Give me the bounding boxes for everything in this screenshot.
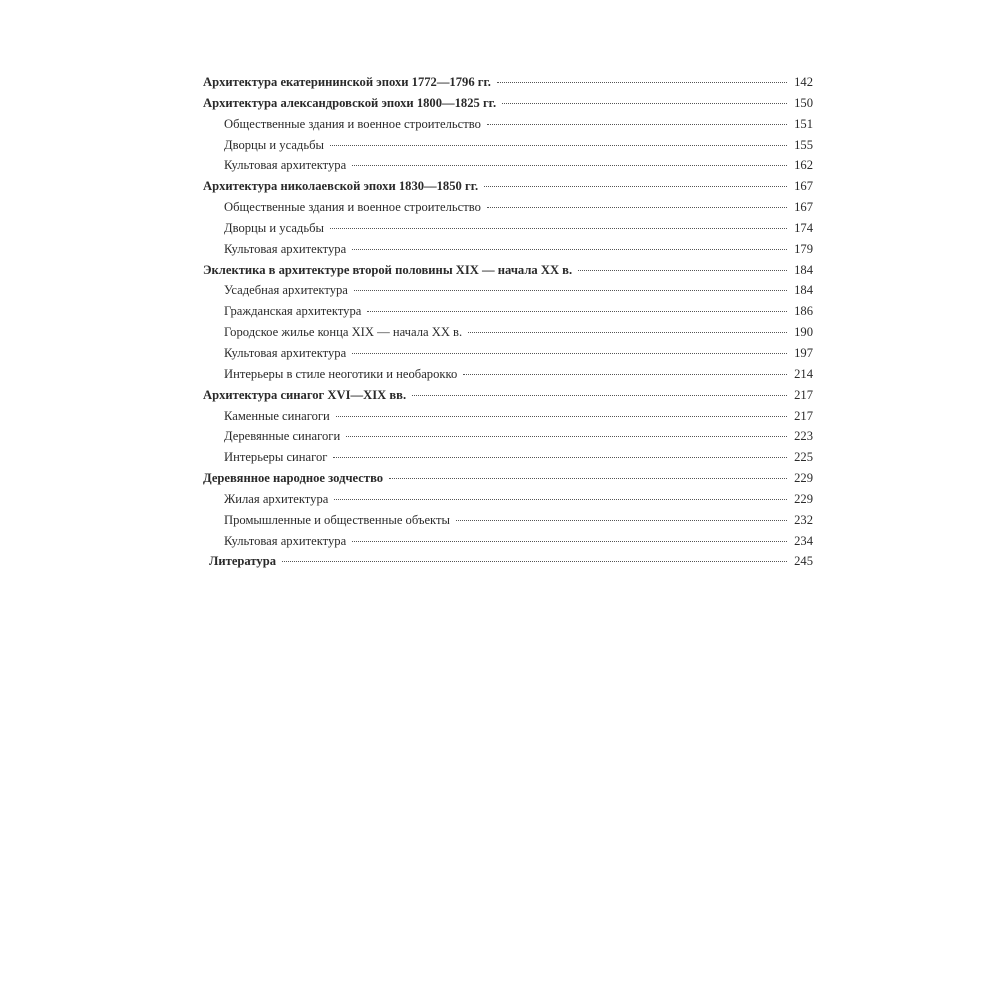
dot-leader [487, 124, 787, 125]
table-of-contents [203, 72, 813, 572]
toc-page-number: 151 [794, 116, 813, 131]
toc-entry-title: Деревянное народное зодчество [203, 471, 384, 486]
dot-leader [484, 186, 787, 187]
toc-subsection-entry [203, 343, 813, 364]
toc-entry-title: Жилая архитектура [224, 491, 329, 506]
dot-leader [330, 145, 787, 146]
toc-page-number: 167 [794, 200, 813, 215]
toc-page-number: 162 [794, 158, 813, 173]
toc-page-number: 150 [794, 95, 813, 110]
toc-page-number: 229 [794, 491, 813, 506]
toc-entry-title: Общественные здания и военное строительство [224, 200, 481, 215]
toc-entry-title: Промышленные и общественные объекты [224, 512, 450, 527]
toc-page-number: 142 [794, 75, 813, 89]
toc-page-number: 217 [794, 387, 813, 402]
toc-entry-title: Деревянные синагоги [224, 429, 341, 444]
dot-leader [352, 249, 787, 250]
dot-leader [346, 436, 787, 437]
toc-subsection-entry [203, 280, 813, 301]
toc-entry-title: Литература [209, 554, 277, 569]
dot-leader [463, 374, 787, 375]
dot-leader [497, 82, 787, 83]
toc-section-entry [203, 93, 813, 114]
toc-page-number: 186 [794, 304, 813, 319]
toc-subsection-entry [203, 197, 813, 218]
toc-entry-title: Архитектура александровской эпохи 1800—1825 гг. [203, 95, 497, 110]
toc-entry-title: Каменные синагоги [224, 408, 330, 423]
toc-section-entry [203, 385, 813, 406]
toc-page-number: 217 [794, 408, 813, 423]
toc-entry-title: Дворцы и усадьбы [224, 137, 324, 152]
toc-section-entry [203, 72, 813, 93]
toc-subsection-entry [203, 239, 813, 260]
toc-page-number: 197 [794, 345, 813, 360]
toc-page-number: 184 [794, 262, 813, 277]
toc-entry-title: Культовая архитектура [224, 241, 347, 256]
toc-subsection-entry [203, 155, 813, 176]
dot-leader [502, 103, 787, 104]
toc-page-number: 155 [794, 137, 813, 152]
toc-page-number: 190 [794, 325, 813, 340]
dot-leader [352, 353, 787, 354]
toc-subsection-entry [203, 114, 813, 135]
toc-entry-title: Интерьеры в стиле неоготики и необарокко [224, 366, 458, 381]
dot-leader [468, 332, 787, 333]
toc-entry-title: Городское жилье конца XIX — начала XX в. [224, 325, 463, 340]
toc-page-number: 234 [794, 533, 813, 548]
dot-leader [330, 228, 787, 229]
dot-leader [282, 561, 787, 562]
toc-page-number: 167 [794, 179, 813, 194]
dot-leader [352, 541, 787, 542]
toc-entry-title: Культовая архитектура [224, 158, 347, 173]
toc-subsection-entry [203, 426, 813, 447]
toc-subsection-entry [203, 301, 813, 322]
toc-subsection-entry [203, 489, 813, 510]
dot-leader [456, 520, 787, 521]
dot-leader [367, 311, 787, 312]
toc-page-number: 174 [794, 220, 813, 235]
toc-entry-title: Архитектура синагог XVI—XIX вв. [203, 387, 407, 402]
dot-leader [578, 270, 787, 271]
dot-leader [389, 478, 787, 479]
toc-page-number: 245 [794, 554, 813, 569]
toc-entry-title: Дворцы и усадьбы [224, 220, 324, 235]
toc-page-number: 225 [794, 450, 813, 465]
toc-entry-title: Интерьеры синагог [224, 450, 328, 465]
toc-section-entry [203, 260, 813, 281]
toc-page-number: 184 [794, 283, 813, 298]
dot-leader [487, 207, 787, 208]
dot-leader [333, 457, 787, 458]
toc-subsection-entry [203, 218, 813, 239]
toc-entry-title: Эклектика в архитектуре второй половины XIX — начала XX в. [203, 262, 573, 277]
toc-entry-title: Общественные здания и военное строительство [224, 116, 481, 131]
dot-leader [354, 290, 787, 291]
toc-subsection-entry [203, 135, 813, 156]
toc-entry-title: Архитектура екатерининской эпохи 1772—1796 гг. [203, 75, 491, 89]
toc-section-entry [203, 176, 813, 197]
dot-leader [412, 395, 787, 396]
dot-leader [352, 165, 787, 166]
toc-section-entry [203, 551, 813, 572]
dot-leader [336, 416, 787, 417]
toc-page-number: 223 [794, 429, 813, 444]
toc-subsection-entry [203, 510, 813, 531]
toc-page-number: 179 [794, 241, 813, 256]
toc-page-number: 229 [794, 471, 813, 486]
toc-entry-title: Архитектура николаевской эпохи 1830—1850 гг. [203, 179, 479, 194]
toc-entry-title: Культовая архитектура [224, 345, 347, 360]
toc-entry-title: Культовая архитектура [224, 533, 347, 548]
toc-subsection-entry [203, 322, 813, 343]
toc-subsection-entry [203, 447, 813, 468]
toc-page-number: 214 [794, 366, 813, 381]
toc-subsection-entry [203, 531, 813, 552]
toc-entry-title: Усадебная архитектура [224, 283, 348, 298]
toc-subsection-entry [203, 406, 813, 427]
toc-entry-title: Гражданская архитектура [224, 304, 362, 319]
toc-subsection-entry [203, 364, 813, 385]
toc-section-entry [203, 468, 813, 489]
dot-leader [334, 499, 787, 500]
toc-page-number: 232 [794, 512, 813, 527]
